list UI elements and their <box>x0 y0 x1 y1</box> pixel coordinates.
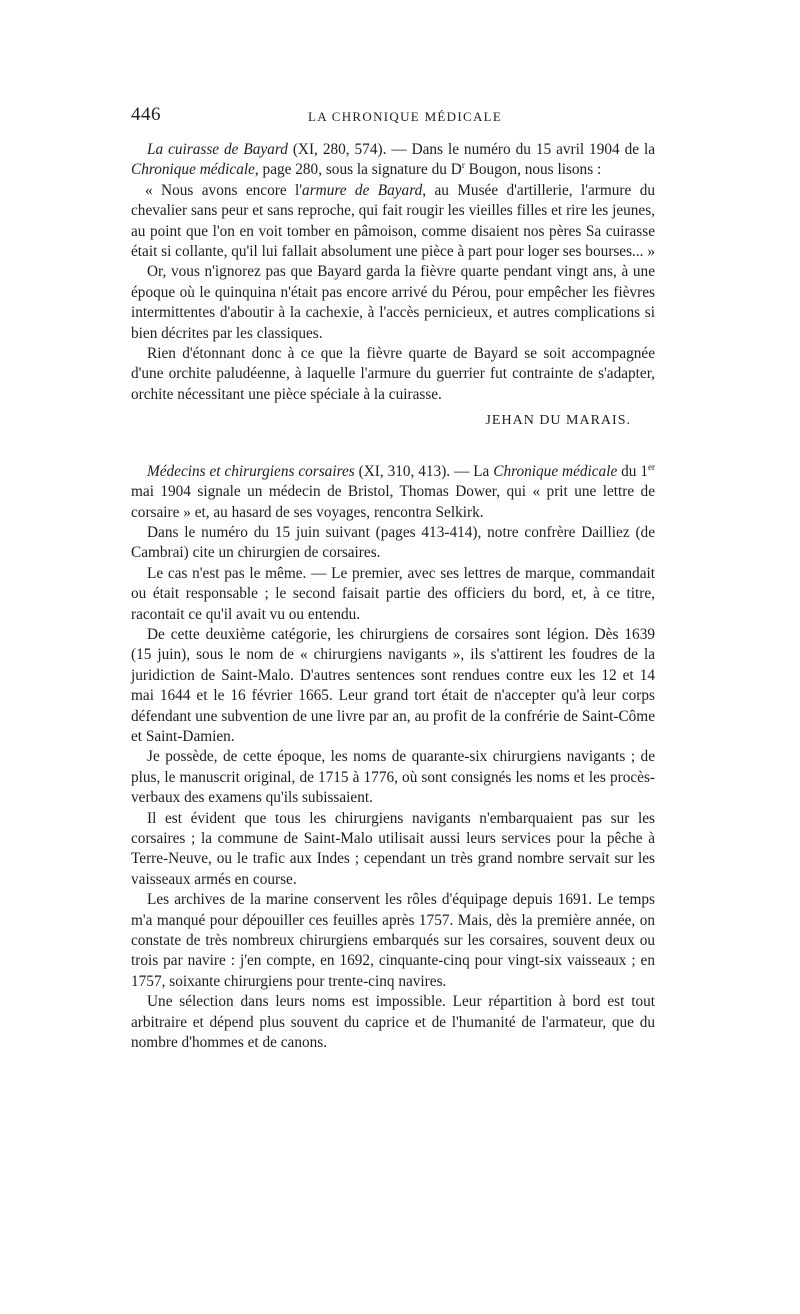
page-number: 446 <box>131 104 161 125</box>
paragraph: Dans le numéro du 15 juin suivant (pages 413-414), notre confrère Dailliez (de Cambrai) cite un chirurgien de corsaires. <box>131 523 655 562</box>
paragraph <box>131 140 655 181</box>
journal-name: Chronique médicale <box>131 161 255 179</box>
article-title: Médecins et chirurgiens corsaires <box>147 462 355 480</box>
text-span: « Nous avons encore l' <box>145 181 303 199</box>
paragraph: De cette deuxième catégorie, les chirurgiens de corsaires sont légion. Dès 1639 (15 juin), sous le nom de « chirurgiens navigants », ils s'attirent les foudres de la juridiction de Saint-Malo. D'autres sentences sont rendues contre eux les 12 et 14 mai 1644 et le 16 février 1665. Leur grand tort était de n'accepter qu'à leur corps défendant une subvention de une livre par an, au profit de la confrérie de Saint-Côme et Saint-Damien. <box>131 625 655 745</box>
running-title: LA CHRONIQUE MÉDICALE <box>308 109 503 124</box>
paragraph: Or, vous n'ignorez pas que Bayard garda la fièvre quarte pendant vingt ans, à une époque où le quinquina n'était pas encore arrivé du Pérou, pour empêcher les fièvres intermittentes d'aboutir à la cachexie, à l'accès pernicieux, et autres complications si bien décrites par les classiques. <box>131 263 655 342</box>
text-span: (XI, 280, 574). — Dans le numéro du 15 avril 1904 de la <box>287 141 656 158</box>
text-span: , au Musée d'artillerie, l'armure du chevalier sans peur et sans reproche, qui fait rougir les vieilles filles et rire les jeunes, au point que l'on en voit tomber en pâmoison, comme disaient nos pères Sa cuirasse était si collante, qu'il lui fallait absolument une pièce à part pour loger ses bourses... » <box>131 181 655 261</box>
article-cuirasse-de-bayard <box>131 140 655 432</box>
emphasis: armure de Bayard <box>302 181 423 199</box>
paragraph <box>131 462 655 523</box>
text-span: , page 280, sous la signature du D <box>254 161 462 179</box>
text-span: Bougon, nous lisons : <box>464 161 602 179</box>
text-span: (XI, 310, 413). — La <box>354 462 494 480</box>
running-head <box>131 100 655 140</box>
paragraph: Rien d'étonnant donc à ce que la fièvre quarte de Bayard se soit accompagnée d'une orchite paludéenne, à laquelle l'armure du guerrier fut contrainte de s'adapter, orchite nécessitant une pièce spéciale à la cuirasse. <box>131 345 655 403</box>
text-span: mai 1904 signale un médecin de Bristol, Thomas Dower, qui « prit une lettre de corsaire » et, au hasard de ses voyages, rencontra Selkirk. <box>131 483 655 521</box>
text-span: du 1 <box>617 462 649 480</box>
paragraph: Une sélection dans leurs noms est impossible. Leur répartition à bord est tout arbitraire et dépend plus souvent du caprice et de l'humanité de l'armateur, que du nombre d'hommes et de canons. <box>131 993 655 1052</box>
superscript: r <box>461 160 465 171</box>
article-medecins-corsaires <box>131 462 655 1054</box>
paragraph: Il est évident que tous les chirurgiens navigants n'embarquaient pas sur les corsaires ; la commune de Saint-Malo utilisait aussi leurs services pour la pêche à Terre-Neuve, ou le trafic aux Indes ; cependant un très grand nombre servait sur les vaisseaux armés en course. <box>131 809 655 888</box>
paragraph: Le cas n'est pas le même. — Le premier, avec ses lettres de marque, commandait ou était responsable ; le second faisait partie des officiers du bord, et, à ce titre, racontait ce qu'il avait vu ou entendu. <box>131 564 655 623</box>
article-title: La cuirasse de Bayard <box>147 141 288 158</box>
superscript: er <box>648 461 656 472</box>
paragraph: Je possède, de cette époque, les noms de quarante-six chirurgiens navigants ; de plus, le manuscrit original, de 1715 à 1776, où sont consignés les noms et les procès-verbaux des examens qu'ils subissaient. <box>131 748 655 807</box>
author-signature: JEHAN DU MARAIS. <box>485 413 631 429</box>
section-gap <box>131 432 655 462</box>
journal-name: Chronique médicale <box>493 462 618 480</box>
quoted-paragraph <box>131 181 655 263</box>
paragraph: Les archives de la marine conservent les rôles d'équipage depuis 1691. Le temps m'a manqué pour dépouiller ces feuilles après 1757. Mais, dès la première année, on constate de très nombreux chirurgiens embarqués sur les corsaires, souvent deux ou trois par navire : j'en compte, en 1692, cinquante-cinq pour vingt-six vaisseaux ; en 1757, soixante chirurgiens pour trente-cinq navires. <box>131 891 655 990</box>
page <box>131 100 655 1053</box>
